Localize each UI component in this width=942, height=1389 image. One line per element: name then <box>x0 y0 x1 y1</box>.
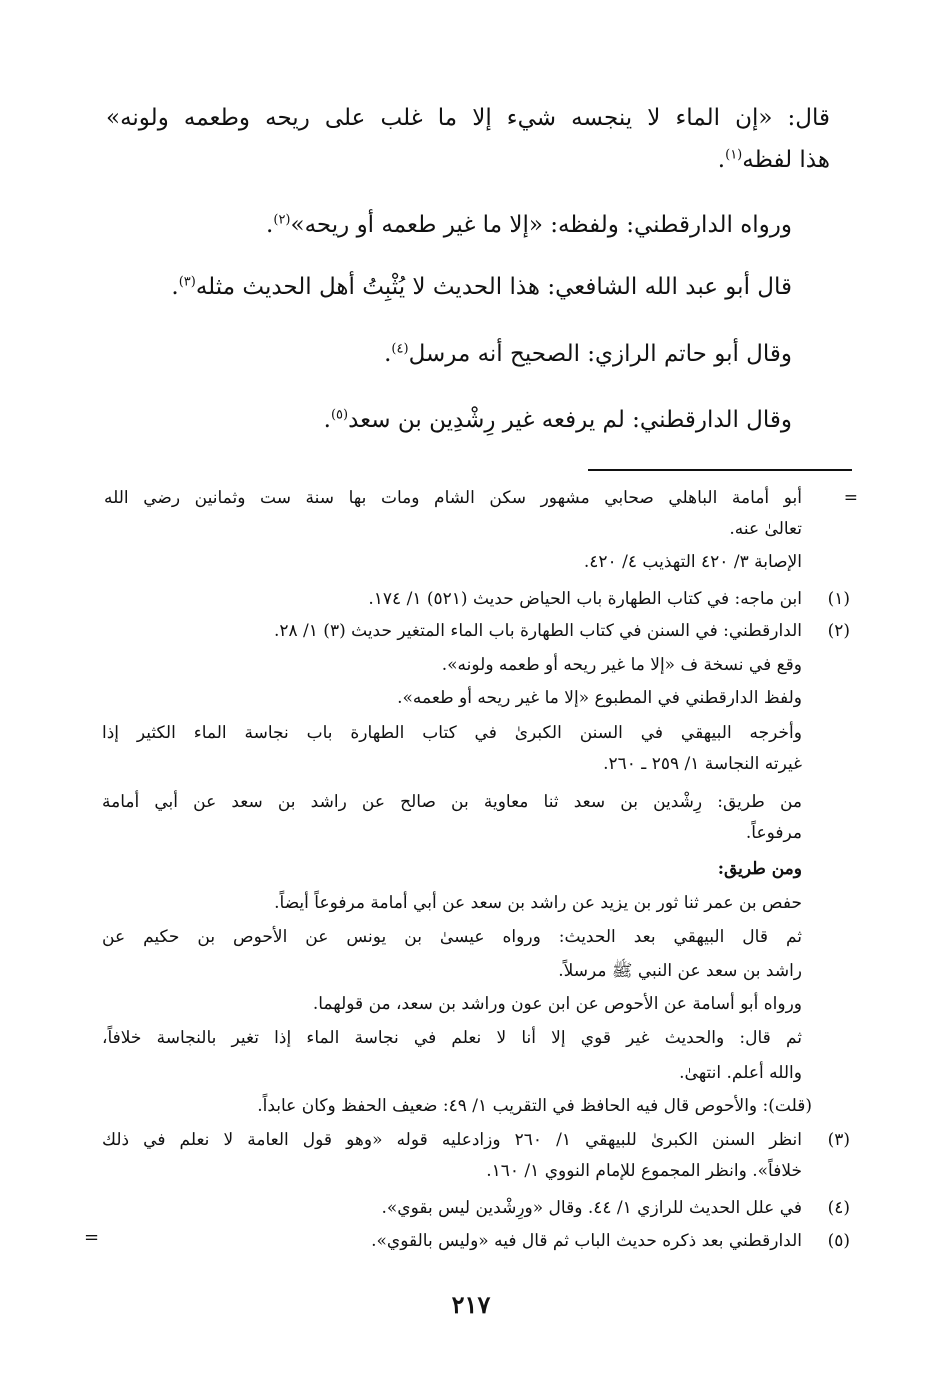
footnote-3-line-2: خلافاً». وانظر المجموع للإمام النووي ١/ ١٦٠. <box>486 1161 802 1181</box>
footnote-continuation-line-1: أبو أمامة الباهلي صحابي مشهور سكن الشام ومات بها سنة ست وثمانين رضي الله <box>104 488 802 508</box>
footnote-2-line-15: (قلت): والأحوص قال فيه الحافظ في التقريب ١/ ٤٩: ضعيف الحفظ وكان عابداً. <box>257 1096 812 1116</box>
footnote-2-line-2: وقع في نسخة ف «إلا ما غير ريحه أو طعمه ولونه». <box>441 655 802 675</box>
footnote-5-number: (٥) <box>827 1231 850 1251</box>
footnote-ref-2[interactable]: (٢) <box>273 212 291 228</box>
footnote-2-line-12: ورواه أبو أسامة عن الأحوص عن ابن عون وراشد بن سعد، من قولهما. <box>312 994 802 1014</box>
main-paragraph-2-text: ورواه الدارقطني: ولفظه: «إلا ما غير طعمه أو ريحه» <box>290 212 792 238</box>
footnote-ref-4[interactable]: (٤) <box>391 341 409 357</box>
main-paragraph-3-text: قال أبو عبد الله الشافعي: هذا الحديث لا يُثْبِتُ أهل الحديث مثله <box>195 274 792 300</box>
footnote-3-line-1: انظر السنن الكبرىٰ للبيهقي ١/ ٢٦٠ وزادعليه قوله «وهو قول العامة لا نعلم في ذلك <box>102 1130 802 1150</box>
page-number: ٢١٧ <box>451 1290 491 1319</box>
footnote-continuation-line-3: الإصابة ٣/ ٤٢٠ التهذيب ٤/ ٤٢٠. <box>583 552 802 572</box>
footnote-2-line-4: وأخرجه البيهقي في السنن الكبرىٰ في كتاب الطهارة باب نجاسة الماء الكثير إذا <box>102 723 802 743</box>
main-paragraph-1-line-2: هذا لفظه$^{(١)}$. <box>717 147 830 173</box>
footnote-1-number: (١) <box>827 589 850 609</box>
main-paragraph-3: قال أبو عبد الله الشافعي: هذا الحديث لا يُثْبِتُ أهل الحديث مثله$^{(٣)}$. <box>171 274 792 300</box>
footnote-2-line-14: والله أعلم. انتهىٰ. <box>679 1063 802 1083</box>
footnote-2-line-10: ثم قال البيهقي بعد الحديث: ورواه عيسىٰ بن يونس عن الأحوص بن حكيم عن <box>102 927 802 947</box>
main-paragraph-5: وقال الدارقطني: لم يرفعه غير رِشْدِين بن سعد$^{(٥)}$. <box>323 407 792 433</box>
footnote-2-line-7: مرفوعاً. <box>745 823 802 843</box>
footnote-continuation-line-2: تعالىٰ عنه. <box>729 519 802 539</box>
footnote-2-line-6: من طريق: رِشْدين بن سعد ثنا معاوية بن صالح عن راشد بن سعد عن أبي أمامة <box>102 792 802 812</box>
main-paragraph-4-text: وقال أبو حاتم الرازي: الصحيح أنه مرسل <box>408 341 792 367</box>
footnote-ref-1[interactable]: (١) <box>725 147 743 163</box>
continuation-mark: = <box>843 488 858 508</box>
footnote-ref-3[interactable]: (٣) <box>178 274 196 290</box>
main-paragraph-4: وقال أبو حاتم الرازي: الصحيح أنه مرسل$^{(٤)}$. <box>384 341 792 367</box>
footnote-separator <box>588 469 852 471</box>
footnote-2-line-11: راشد بن سعد عن النبي ﷺ مرسلاً. <box>558 961 802 981</box>
main-paragraph-2: ورواه الدارقطني: ولفظه: «إلا ما غير طعمه أو ريحه»$^{(٢)}$. <box>266 212 792 238</box>
footnote-5-line-1: الدارقطني بعد ذكره حديث الباب ثم قال فيه «وليس بالقوي». <box>371 1231 802 1251</box>
footnote-4-line-1: في علل الحديث للرازي ١/ ٤٤. وقال «ورِشْدين ليس بقوي». <box>381 1198 802 1218</box>
footnote-2-line-3: ولفظ الدارقطني في المطبوع «إلا ما غير ريحه أو طعمه». <box>397 688 802 708</box>
footnote-2-number: (٢) <box>827 621 850 641</box>
footnote-2-line-9: حفص بن عمر ثنا ثور بن يزيد عن راشد بن سعد عن أبي أمامة مرفوعاً أيضاً. <box>274 893 802 913</box>
footnote-2-line-8: ومن طريق: <box>717 859 802 879</box>
footnote-ref-5[interactable]: (٥) <box>330 407 349 423</box>
footnote-2-line-5: غيرته النجاسة ١/ ٢٥٩ ـ ٢٦٠. <box>603 754 802 774</box>
footnote-3-number: (٣) <box>827 1130 850 1150</box>
footnote-4-number: (٤) <box>827 1198 850 1218</box>
footnote-2-line-13: ثم قال: والحديث غير قوي إلا أنا لا نعلم في نجاسة الماء إذا تغير بالنجاسة خلافاً، <box>102 1028 802 1048</box>
footnote-2-line-1: الدارقطني: في السنن في كتاب الطهارة باب الماء المتغير حديث (٣) ١/ ٢٨. <box>273 621 802 641</box>
footnote-1-line-1: ابن ماجه: في كتاب الطهارة باب الحياض حديث (٥٢١) ١/ ١٧٤. <box>368 589 802 609</box>
main-paragraph-5-text: وقال الدارقطني: لم يرفعه غير رِشْدِين بن سعد <box>348 407 792 433</box>
main-paragraph-1-line-1: قال: «إن الماء لا ينجسه شيء إلا ما غلب على ريحه وطعمه ولونه» <box>106 105 830 131</box>
end-continuation-mark: = <box>84 1227 100 1248</box>
main-paragraph-1-text: هذا لفظه <box>742 147 830 173</box>
